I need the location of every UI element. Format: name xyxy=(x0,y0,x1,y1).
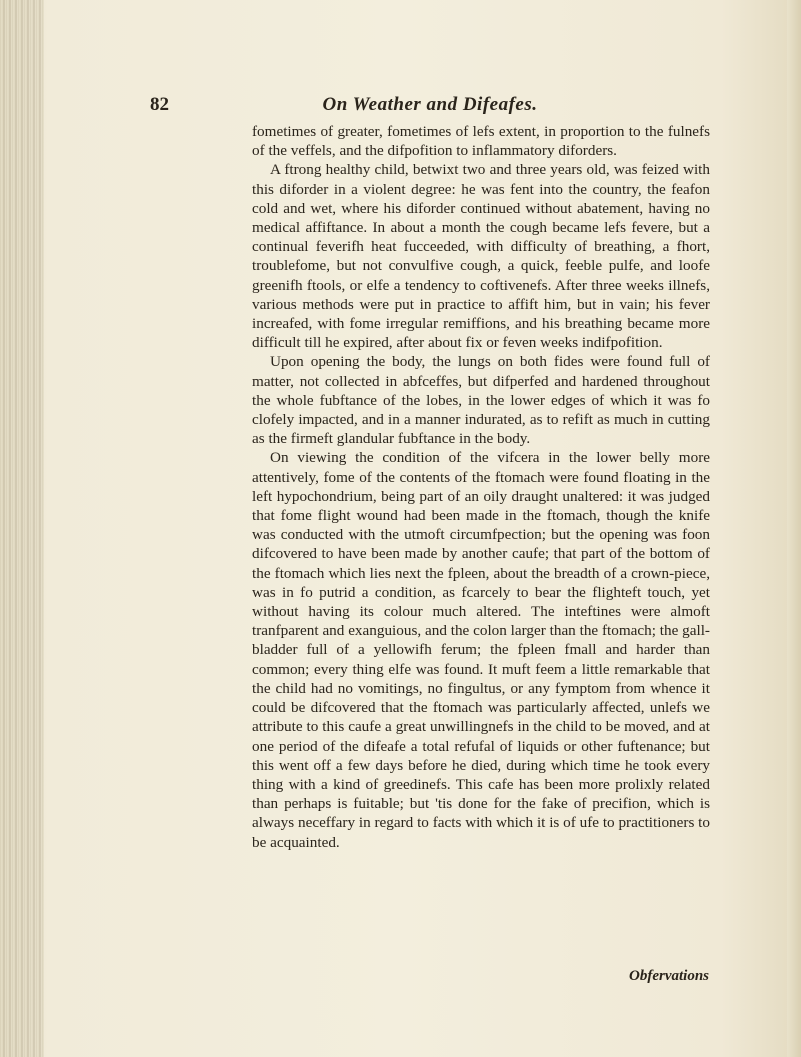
body-text xyxy=(252,122,710,852)
page-right-edge xyxy=(787,0,801,1057)
page-number: 82 xyxy=(150,94,169,115)
catchword: Obfervations xyxy=(629,968,709,984)
book-binding-edge xyxy=(0,0,44,1057)
page-header xyxy=(150,94,710,120)
running-title: On Weather and Difeafes. xyxy=(322,94,538,115)
paragraph-autopsy-lungs: Upon opening the body, the lungs on both fides were found full of matter, not collected in abfceffes, but difperfed and hardened throughout the whole fubftance of the lobes, in the lower edges of which it was fo clofely impacted, and in a manner indurated, as to refift as much in cutting as the firmeft glandular fubftance in the body. xyxy=(252,353,710,448)
paragraph-case-description: A ftrong healthy child, betwixt two and three years old, was feized with this diforder in a violent degree: he was fent into the country, the feafon cold and wet, where his diforder continued without abatement, having no medical affiftance. In about a month the cough became lefs fevere, but a continual feverifh heat fucceeded, with difficulty of breathing, a fhort, troublefome, but not convulfive cough, a quick, feeble pulfe, and loofe greenifh ftools, or elfe a tendency to coftivenefs. After three weeks illnefs, various methods were put in practice to affift him, but in vain; his fever increafed, with fome irregular remiffions, and his breathing became more difficult till he expired, after about fix or feven weeks indifpofition. xyxy=(252,161,710,352)
paragraph-continuation: fometimes of greater, fometimes of lefs extent, in proportion to the fulnefs of the veffels, and the difpofition to inflammatory diforders. xyxy=(252,123,710,160)
paragraph-autopsy-viscera: On viewing the condition of the vifcera in the lower belly more attentively, fome of the contents of the ftomach were found floating in the left hypochondrium, being part of an oily draught unaltered: it was judged that fome flight wound had been made in the ftomach, though the knife was conducted with the utmoft circumfpection; but the opening was foon difcovered to have been made by another caufe; that part of the bottom of the ftomach which lies next the fpleen, about the breadth of a crown-piece, was in fo putrid a condition, as fcarcely to bear the flighteft touch, yet without having its colour much altered. The inteftines were almoft tranfparent and exanguious, and the colon larger than the ftomach; the gall-bladder full of a yellowifh ferum; the fpleen fmall and harder than common; every thing elfe was found. It muft feem a little remarkable that the child had no vomitings, no fingultus, or any fymptom from whence it could be difcovered that the ftomach was particularly affected, unlefs we attribute to this caufe a great unwillingnefs in the child to be moved, and at one period of the difeafe a total refufal of liquids or other fuftenance; but this went off a few days before he died, during which time he took every thing with a kind of greedinefs. This cafe has been more prolixly related than perhaps is fuitable; but 'tis done for the fake of precifion, which is always neceffary in regard to facts with which it is of ufe to practitioners to be acquainted. xyxy=(252,449,710,851)
